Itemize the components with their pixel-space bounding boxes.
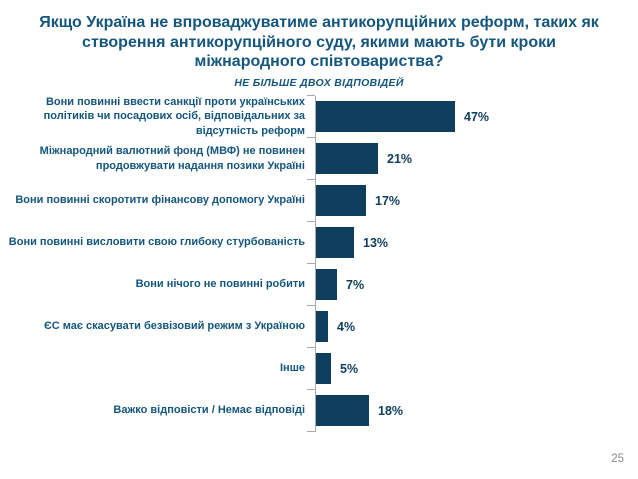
value-label: 4% — [337, 319, 356, 334]
chart-row — [0, 390, 638, 432]
value-label: 7% — [346, 277, 365, 292]
axis-and-bar-area — [315, 180, 638, 222]
axis-and-bar-area — [315, 348, 638, 390]
bar — [316, 353, 331, 384]
axis-and-bar-area — [315, 138, 638, 180]
category-label: Міжнародний валютний фонд (МВФ) не повинен продовжувати надання позики Україні — [39, 145, 305, 172]
chart-row — [0, 138, 638, 180]
bar — [316, 395, 369, 426]
value-label: 17% — [375, 193, 401, 208]
bar — [316, 101, 455, 132]
bar — [316, 269, 337, 300]
category-label: Вони повинні скоротити фінансову допомогу Україні — [15, 194, 305, 207]
value-label: 18% — [378, 403, 404, 418]
category-label: ЄС має скасувати безвізовий режим з Україною — [43, 320, 305, 333]
value-label: 13% — [363, 235, 389, 250]
chart-subtitle: НЕ БІЛЬШЕ ДВОХ ВІДПОВІДЕЙ — [234, 76, 404, 89]
bar — [316, 227, 354, 258]
chart-row — [0, 306, 638, 348]
category-label: Вони повинні висловити свою глибоку стурбованість — [8, 236, 305, 249]
value-label: 21% — [387, 151, 413, 166]
chart-title: Якщо Україна не впроваджуватиме антикорупційних реформ, таких як створення антикорупційного суду, якими мають бути кроки міжнародного співтовариства? — [39, 14, 599, 71]
category-label: Важко відповісти / Немає відповіді — [113, 404, 305, 417]
chart-row — [0, 96, 638, 138]
chart-row — [0, 222, 638, 264]
chart-row — [0, 264, 638, 306]
value-label: 47% — [464, 109, 490, 124]
axis-and-bar-area — [315, 264, 638, 306]
axis-and-bar-area — [315, 222, 638, 264]
chart-row — [0, 180, 638, 222]
axis-and-bar-area — [315, 96, 638, 138]
bar — [316, 311, 328, 342]
bar-chart — [0, 96, 638, 432]
page-number: 25 — [611, 453, 624, 465]
chart-row — [0, 348, 638, 390]
axis-and-bar-area — [315, 390, 638, 432]
bar — [316, 143, 378, 174]
bar — [316, 185, 366, 216]
value-label: 5% — [340, 361, 359, 376]
axis-and-bar-area — [315, 306, 638, 348]
category-label: Вони повинні ввести санкції проти українських політиків чи посадових осіб, відповідальних за відсутність реформ — [43, 96, 305, 137]
category-label: Вони нічого не повинні робити — [135, 278, 305, 291]
category-label: Інше — [280, 362, 305, 375]
